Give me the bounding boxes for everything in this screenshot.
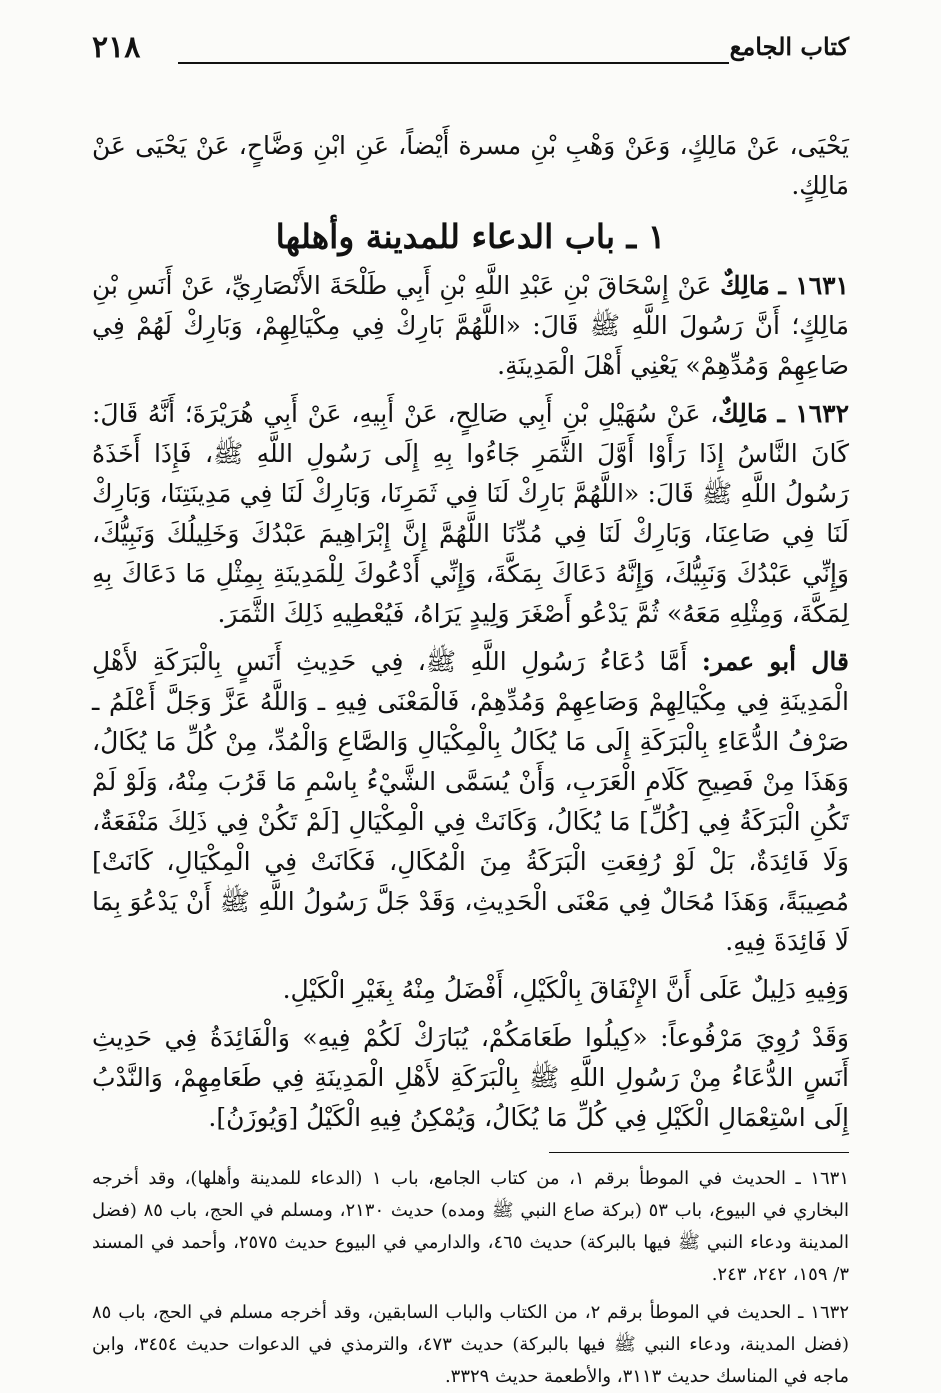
hadith-number: ١٦٣١ ـ	[778, 271, 849, 300]
commentary-paragraph: وَقَدْ رُوِيَ مَرْفُوعاً: «كِيلُوا طَعَامَكُمْ، يُبَارَكْ لَكُمْ فِيهِ» وَالْفَائِدَةُ فِي حَدِيثِ أَنَسٍ الدُّعَاءُ مِنْ رَسُولِ اللَّهِ ﷺ بِالْبَرَكَةِ لأَهْلِ الْمَدِينَةِ فِي طَعَامِهِمْ، وَالنَّدْبُ إِلَى اسْتِعْمَالِ الْكَيْلِ فِي كُلِّ مَا يُكَالُ، وَيُمْكِنُ فِيهِ الْكَيْلُ [وَيُوزَنُ].	[92, 1023, 849, 1132]
hadith-narrator: مَالِكٌ	[720, 271, 770, 300]
running-header	[92, 28, 849, 68]
commentary-text: أَمَّا دُعَاءُ رَسُولِ اللَّهِ ﷺ، فِي حَدِيثِ أَنَسٍ بِالْبَرَكَةِ لأَهْلِ الْمَدِينَةِ فِي مِكْيَالِهِمْ وَصَاعِهِمْ وَمُدِّهِمْ، فَالْمَعْنَى فِيهِ ـ وَاللَّهُ عَزَّ وَجَلَّ أَعْلَمُ ـ صَرْفُ الدُّعَاءِ بِالْبَرَكَةِ إِلَى مَا يُكَالُ بِالْمِكْيَالِ وَالصَّاعِ وَالْمُدِّ، مِنْ كُلِّ مَا يُكَالُ، وَهَذَا مِنْ فَصِيحِ كَلَامِ الْعَرَبِ، وَأَنْ يُسَمَّى الشَّيْءُ بِاسْمِ مَا قَرُبَ مِنْهُ، وَلَوْ لَمْ تَكُنِ الْبَرَكَةُ فِي [كُلِّ] مَا يُكَالُ، وَكَانَتْ فِي الْمِكْيَالِ [لَمْ تَكُنْ فِي ذَلِكَ مَنْفَعَةٌ، وَلَا فَائِدَةٌ، بَلْ لَوْ رُفِعَتِ الْبَرَكَةُ مِنَ الْمُكَالِ، فَكَانَتْ فِي الْمِكْيَالِ، كَانَتْ] مُصِيبَةً، وَهَذَا مُحَالٌ فِي مَعْنَى الْحَدِيثِ، وَقَدْ جَلَّ رَسُولُ اللَّهِ ﷺ أَنْ يَدْعُوَ بِمَا لَا فَائِدَةَ فِيهِ.	[92, 647, 849, 956]
commentary-paragraph: وَفِيهِ دَلِيلٌ عَلَى أَنَّ الإِنْفَاقَ بِالْكَيْلِ، أَفْضَلُ مِنْهُ بِغَيْرِ الْكَيْلِ.	[282, 975, 849, 1004]
page-number: ٢١٨	[92, 30, 141, 65]
commentary-lead: قال أبو عمر:	[701, 647, 849, 676]
footnote: ١٦٣٢ ـ الحديث في الموطأ برقم ٢، من الكتاب والباب السابقين، وقد أخرجه مسلم في الحج، باب ٨٥ (فضل المدينة، ودعاء النبي ﷺ فيها بالبركة) حديث ٤٧٣، والترمذي في الدعوات حديث ٣٤٥٤، وابن ماجه في المناسك حديث ٣١١٣، والأطعمة حديث ٣٣٢٩.	[92, 1302, 849, 1387]
book-title: كتاب الجامع	[729, 32, 849, 61]
footnotes	[92, 1163, 849, 1393]
hadith-1632	[92, 394, 849, 634]
hadith-1631	[92, 266, 849, 386]
hadith-narrator: مَالِكٌ	[718, 399, 768, 428]
main-text	[92, 126, 849, 1138]
footnote: ١٦٣١ ـ الحديث في الموطأ برقم ١، من كتاب الجامع، باب ١ (الدعاء للمدينة وأهلها)، وقد أخرجه البخاري في البيوع، باب ٥٣ (بركة صاع النبي ﷺ ومده) حديث ٢١٣٠، ومسلم في الحج، باب ٨٥ (فضل المدينة ودعاء النبي ﷺ فيها بالبركة) حديث ٤٦٥، والدارمي في البيوع حديث ٢٥٧٥، وأحمد في المسند ٣/ ١٥٩، ٢٤٢، ٢٤٣.	[92, 1168, 850, 1285]
hadith-text: ، عَنْ سُهَيْلِ بْنِ أَبِي صَالِحٍ، عَنْ أَبِيهِ، عَنْ أَبِي هُرَيْرَةَ؛ أَنَّهُ قَالَ: كَانَ النَّاسُ إِذَا رَأَوْا أَوَّلَ الثَّمَرِ جَاءُوا بِهِ إِلَى رَسُولِ اللَّهِ ﷺ، فَإِذَا أَخَذَهُ رَسُولُ اللَّهِ ﷺ قَالَ: «اللَّهُمَّ بَارِكْ لَنَا فِي ثَمَرِنَا، وَبَارِكْ لَنَا فِي مَدِينَتِنَا، وَبَارِكْ لَنَا فِي صَاعِنَا، وَبَارِكْ لَنَا فِي مُدِّنَا اللَّهُمَّ إِنَّ إِبْرَاهِيمَ عَبْدُكَ وَخَلِيلُكَ وَنَبِيُّكَ، وَإِنِّي عَبْدُكَ وَنَبِيُّكَ، وَإِنَّهُ دَعَاكَ بِمَكَّةَ، وَإِنِّي أَدْعُوكَ لِلْمَدِينَةِ بِمِثْلِ مَا دَعَاكَ بِهِ لِمَكَّةَ، وَمِثْلِهِ مَعَهُ» ثُمَّ يَدْعُو أَصْغَرَ وَلِيدٍ يَرَاهُ، فَيُعْطِيهِ ذَلِكَ الثَّمَرَ.	[92, 399, 849, 628]
header-rule	[178, 62, 729, 64]
isnad-intro: يَحْيَى، عَنْ مَالِكٍ، وَعَنْ وَهْبِ بْنِ مسرة أَيْضاً، عَنِ ابْنِ وَضَّاحٍ، عَنْ يَحْيَى عَنْ مَالِكٍ.	[92, 131, 849, 200]
commentary-paragraph	[92, 642, 849, 962]
hadith-number: ١٦٣٢ ـ	[777, 399, 849, 428]
footnote-divider	[549, 1152, 849, 1153]
hadith-text: عَنْ إِسْحَاقَ بْنِ عَبْدِ اللَّهِ بْنِ أَبِي طَلْحَةَ الأَنْصَارِيِّ، عَنْ أَنَسِ بْنِ مَالِكٍ؛ أَنَّ رَسُولَ اللَّهِ ﷺ قَالَ: «اللَّهُمَّ بَارِكْ فِي مِكْيَالِهِمْ، وَبَارِكْ لَهُمْ فِي صَاعِهِمْ وَمُدِّهِمْ» يَعْنِي أَهْلَ الْمَدِينَةِ.	[92, 271, 849, 380]
chapter-title: ١ ـ باب الدعاء للمدينة وأهلها	[275, 217, 666, 256]
